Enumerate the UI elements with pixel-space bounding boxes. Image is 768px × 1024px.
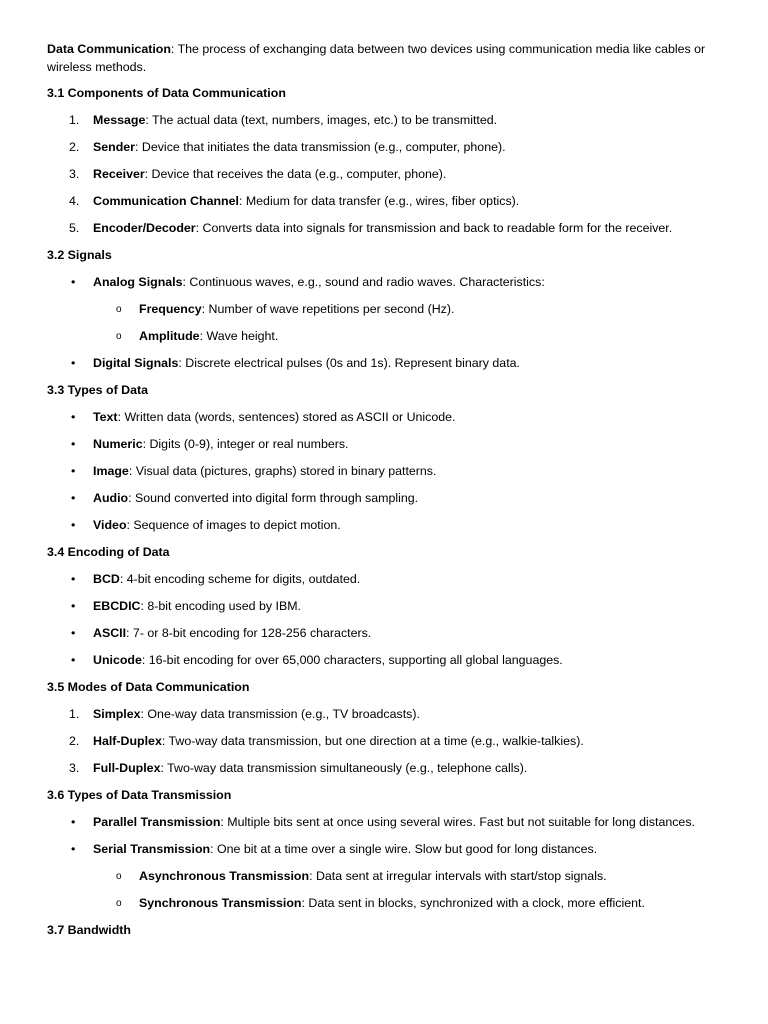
list-item [47,517,738,535]
intro-term: Data Communication [47,42,171,56]
bullet-icon: • [71,815,76,829]
section-heading: 3.3 Types of Data [47,383,148,397]
list-item-term: Audio [93,491,129,505]
list-item [47,139,738,157]
list-item-text: : Data sent in blocks, synchronized with a clock, more efficient. [301,896,645,910]
bullet-icon: • [71,626,76,640]
list-item-text: : Two-way data transmission, but one direction at a time (e.g., walkie-talkies). [161,734,584,748]
list-item [47,463,738,481]
list-item-term: Digital Signals [93,356,179,370]
list-item-text: : Discrete electrical pulses (0s and 1s). Represent binary data. [178,356,520,370]
section-heading: 3.5 Modes of Data Communication [47,680,250,694]
list-item-term: Amplitude [139,329,200,343]
circle-bullet-icon: o [116,304,122,315]
list-item-term: Simplex [93,707,141,721]
sub-list-item [47,301,738,319]
list-number: 5. [69,221,80,235]
section-heading: 3.2 Signals [47,248,112,262]
list-item [47,112,738,130]
list-item-text: : Written data (words, sentences) stored as ASCII or Unicode. [117,410,456,424]
list-item-text: : 8-bit encoding used by IBM. [140,599,301,613]
list-item-text: : Digits (0-9), integer or real numbers. [142,437,349,451]
list-item-term: Encoder/Decoder [93,221,196,235]
list-item [47,193,738,211]
list-item [47,355,738,373]
list-item-text: : The actual data (text, numbers, images, etc.) to be transmitted. [145,113,498,127]
list-item-text: : Wave height. [199,329,279,343]
list-item-text: : Sound converted into digital form through sampling. [128,491,419,505]
list-item [47,733,738,751]
sub-list-item [47,328,738,346]
list-item [47,220,738,238]
bullet-icon: • [71,518,76,532]
list-item-text: : Device that receives the data (e.g., computer, phone). [144,167,447,181]
list-item-term: ASCII [93,626,127,640]
intro-text: : The process of exchanging data between two devices using communication media like cables or wireless methods. [47,42,706,74]
list-item [47,166,738,184]
list-item [47,571,738,589]
bullet-icon: • [71,653,76,667]
list-item [47,706,738,724]
list-item [47,409,738,427]
bullet-icon: • [71,356,76,370]
circle-bullet-icon: o [116,331,122,342]
list-item-text: : Converts data into signals for transmission and back to readable form for the receiver. [195,221,673,235]
list-item-text: : 4-bit encoding scheme for digits, outdated. [119,572,361,586]
list-item-term: Text [93,410,118,424]
list-item-term: Video [93,518,127,532]
list-number: 1. [69,113,80,127]
list-item-term: Serial Transmission [93,842,211,856]
list-item-term: Full-Duplex [93,761,161,775]
list-item-text: : Data sent at irregular intervals with start/stop signals. [309,869,607,883]
list-item-term: Message [93,113,146,127]
list-item [47,274,738,292]
list-number: 3. [69,167,80,181]
list-item-text: : Device that initiates the data transmission (e.g., computer, phone). [135,140,506,154]
section-heading: 3.7 Bandwidth [47,923,131,937]
list-item [47,625,738,643]
list-number: 1. [69,707,80,721]
list-item-term: Asynchronous Transmission [139,869,310,883]
list-item-term: Image [93,464,129,478]
list-item-text: : Visual data (pictures, graphs) stored in binary patterns. [128,464,437,478]
list-item-term: Numeric [93,437,143,451]
list-item-term: Synchronous Transmission [139,896,302,910]
bullet-icon: • [71,464,76,478]
list-item-text: : Medium for data transfer (e.g., wires, fiber optics). [238,194,520,208]
list-number: 4. [69,194,80,208]
bullet-icon: • [71,410,76,424]
list-item-text: : Continuous waves, e.g., sound and radio waves. Characteristics: [182,275,545,289]
list-item-term: Sender [93,140,136,154]
list-item-term: EBCDIC [93,599,141,613]
list-item-term: Half-Duplex [93,734,162,748]
list-item-term: Receiver [93,167,145,181]
list-item [47,652,738,670]
list-item-term: Parallel Transmission [93,815,221,829]
bullet-icon: • [71,842,76,856]
list-item [47,841,738,859]
list-item-text: : One-way data transmission (e.g., TV broadcasts). [140,707,420,721]
bullet-icon: • [71,599,76,613]
circle-bullet-icon: o [116,898,122,909]
bullet-icon: • [71,275,76,289]
list-item-text: : One bit at a time over a single wire. Slow but good for long distances. [210,842,598,856]
list-item-text: : 16-bit encoding for over 65,000 characters, supporting all global languages. [141,653,563,667]
section-heading: 3.1 Components of Data Communication [47,86,286,100]
list-item-text: : Two-way data transmission simultaneously (e.g., telephone calls). [160,761,528,775]
list-item [47,598,738,616]
list-item-term: BCD [93,572,120,586]
section-heading: 3.4 Encoding of Data [47,545,170,559]
list-item-term: Unicode [93,653,142,667]
list-item-text: : Multiple bits sent at once using several wires. Fast but not suitable for long distances. [220,815,695,829]
intro-paragraph [47,41,738,76]
list-item [47,436,738,454]
list-item [47,490,738,508]
list-item-text: : Number of wave repetitions per second (Hz). [201,302,455,316]
bullet-icon: • [71,437,76,451]
section-heading: 3.6 Types of Data Transmission [47,788,232,802]
list-item-text: : Sequence of images to depict motion. [126,518,341,532]
list-item [47,814,738,832]
list-item-term: Communication Channel [93,194,239,208]
list-number: 3. [69,761,80,775]
sub-list-item [47,895,738,913]
sub-list-item [47,868,738,886]
list-number: 2. [69,734,80,748]
list-item-text: : 7- or 8-bit encoding for 128-256 characters. [126,626,372,640]
bullet-icon: • [71,491,76,505]
bullet-icon: • [71,572,76,586]
circle-bullet-icon: o [116,871,122,882]
list-item-term: Analog Signals [93,275,183,289]
list-number: 2. [69,140,80,154]
list-item [47,760,738,778]
list-item-term: Frequency [139,302,202,316]
